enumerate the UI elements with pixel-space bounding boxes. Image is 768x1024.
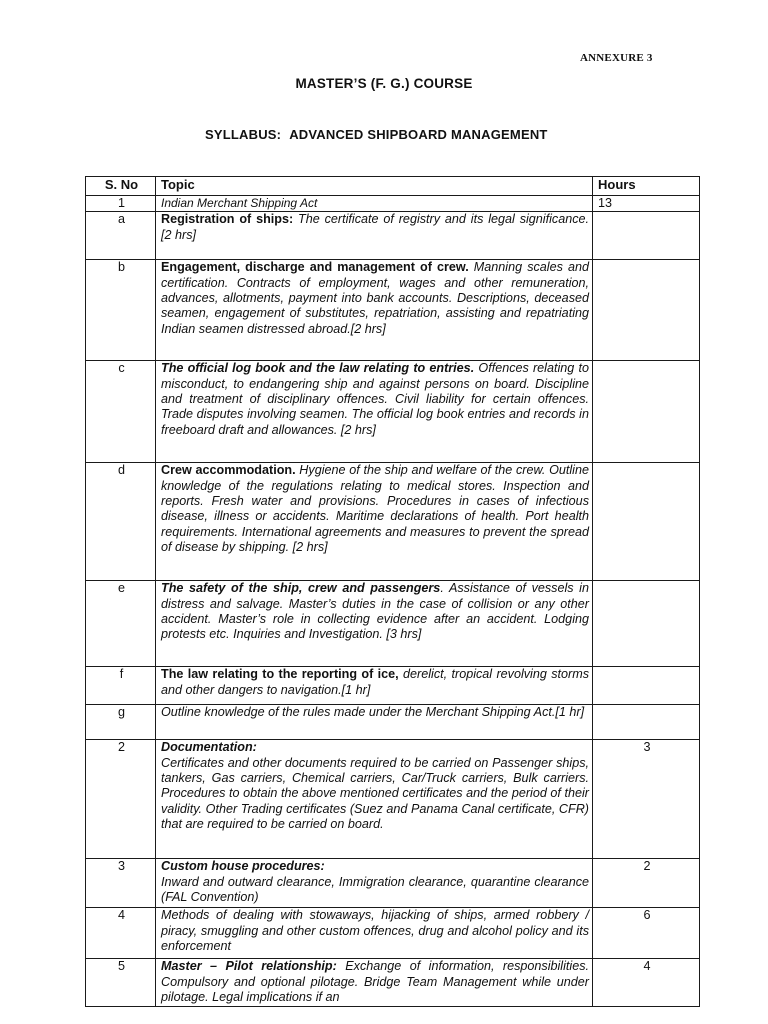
- row-topic-text: . Assistance of vessels in distress and salvage. Master’s duties in the case of collision or any other accident. Master’s role in collecting evidence after an accident. Lodging protests etc. Inquiries and Investigation. [3 hrs]: [161, 581, 589, 642]
- table-row: [86, 667, 700, 705]
- table-row: [86, 959, 700, 1007]
- row-sno: 3: [86, 859, 156, 908]
- row-hours: [593, 212, 700, 260]
- row-topic: [156, 212, 593, 260]
- table-row: [86, 908, 700, 959]
- column-header-hours: Hours: [593, 177, 700, 196]
- row-hours: [593, 361, 700, 463]
- row-topic: [156, 361, 593, 463]
- row-topic-heading: The safety of the ship, crew and passengers: [161, 581, 441, 596]
- row-topic-heading: The official log book and the law relating to entries.: [161, 361, 475, 376]
- row-topic: [156, 196, 593, 212]
- table-row: [86, 859, 700, 908]
- row-topic: [156, 908, 593, 959]
- row-sno: 5: [86, 959, 156, 1007]
- row-topic-text: The certificate of registry and its legal significance. [2 hrs]: [161, 212, 590, 242]
- row-topic-text: Hygiene of the ship and welfare of the crew. Outline knowledge of the regulations relating to medical stores. Inspection and reports. Fresh water and provisions. Procedures in cases of infectious disease, illness or accidents. Maritime declarations of health. Port health requirements. International agreements and measures to prevent the spread of disease by shipping. [2 hrs]: [161, 463, 589, 555]
- row-topic: [156, 260, 593, 361]
- row-sno: e: [86, 581, 156, 667]
- row-topic-heading: Custom house procedures:: [161, 859, 325, 874]
- row-hours: [593, 667, 700, 705]
- row-sno: 1: [86, 196, 156, 212]
- row-topic-heading: Documentation:: [161, 740, 257, 755]
- row-topic: [156, 581, 593, 667]
- row-sno: 2: [86, 740, 156, 859]
- syllabus-table: [85, 176, 700, 1007]
- row-sno: 4: [86, 908, 156, 959]
- syllabus-title: ADVANCED SHIPBOARD MANAGEMENT: [289, 127, 548, 142]
- row-topic: [156, 667, 593, 705]
- row-sno: d: [86, 463, 156, 581]
- row-topic-heading: The law relating to the reporting of ice,: [161, 667, 399, 682]
- row-topic-text: derelict, tropical revolving storms and other dangers to navigation.[1 hr]: [161, 667, 590, 697]
- annexure-label: ANNEXURE 3: [580, 52, 653, 64]
- row-topic: [156, 859, 593, 908]
- row-topic: [156, 740, 593, 859]
- course-title: MASTER’S (F. G.) COURSE: [295, 76, 473, 91]
- row-topic: [156, 463, 593, 581]
- row-sno: c: [86, 361, 156, 463]
- row-hours: [593, 463, 700, 581]
- row-topic-heading: Engagement, discharge and management of crew.: [161, 260, 469, 275]
- row-hours: [593, 705, 700, 740]
- row-hours: 3: [593, 740, 700, 859]
- table-row: [86, 740, 700, 859]
- row-topic-heading: Crew accommodation.: [161, 463, 296, 478]
- table-row: [86, 212, 700, 260]
- row-topic-text: Exchange of information, responsibilities. Compulsory and optional pilotage. Bridge Team Management while under pilotage. Legal implications if an: [161, 959, 589, 1005]
- syllabus-label: SYLLABUS:: [205, 127, 282, 142]
- syllabus-heading: [205, 127, 548, 142]
- row-topic-text: Certificates and other documents required to be carried on Passenger ships, tankers, Gas carriers, Chemical carriers, Car/Truck carriers, Bulk carriers. Procedures to obtain the above mentioned certificates and the period of their validity. Other Trading certificates (Suez and Panama Canal certificate, CFR) that are required to be carried on board.: [161, 755, 589, 832]
- table-row: [86, 361, 700, 463]
- row-hours: 4: [593, 959, 700, 1007]
- row-sno: g: [86, 705, 156, 740]
- table-header-row: [86, 177, 700, 196]
- row-topic-text: Outline knowledge of the rules made under the Merchant Shipping Act.[1 hr]: [161, 705, 585, 720]
- row-topic-heading: Master – Pilot relationship:: [161, 959, 337, 974]
- row-hours: [593, 260, 700, 361]
- row-sno: a: [86, 212, 156, 260]
- row-topic-text: Indian Merchant Shipping Act: [161, 196, 318, 210]
- row-topic: [156, 959, 593, 1007]
- row-sno: f: [86, 667, 156, 705]
- row-topic-heading: Registration of ships:: [161, 212, 294, 227]
- column-header-topic: Topic: [156, 177, 593, 196]
- row-topic-text: Methods of dealing with stowaways, hijacking of ships, armed robbery / piracy, smuggling and other custom offences, drug and alcohol policy and its enforcement: [161, 908, 589, 954]
- table-row: [86, 463, 700, 581]
- row-topic-text: Manning scales and certification. Contracts of employment, wages and other remuneration, advances, allotments, payment into bank accounts. Descriptions, deceased seamen, engagement of substitutes, repatriation, assisting and repatriating Indian seamen distressed abroad.[2 hrs]: [161, 260, 590, 336]
- row-topic: [156, 705, 593, 740]
- row-topic-text: Inward and outward clearance, Immigration clearance, quarantine clearance (FAL Convention): [161, 874, 589, 905]
- row-sno: b: [86, 260, 156, 361]
- row-topic-text: Offences relating to misconduct, to endangering ship and against persons on board. Discipline and treatment of disciplinary offences. Civil liability for certain offences. Trade disputes involving seamen. The official log book entries and records in freeboard draft and allowances. [2 hrs]: [161, 361, 589, 437]
- table-row: [86, 196, 700, 212]
- row-hours: 2: [593, 859, 700, 908]
- row-hours: [593, 581, 700, 667]
- column-header-sno: S. No: [86, 177, 156, 196]
- table-row: [86, 705, 700, 740]
- table-row: [86, 581, 700, 667]
- row-hours: 6: [593, 908, 700, 959]
- row-hours: 13: [593, 196, 700, 212]
- table-row: [86, 260, 700, 361]
